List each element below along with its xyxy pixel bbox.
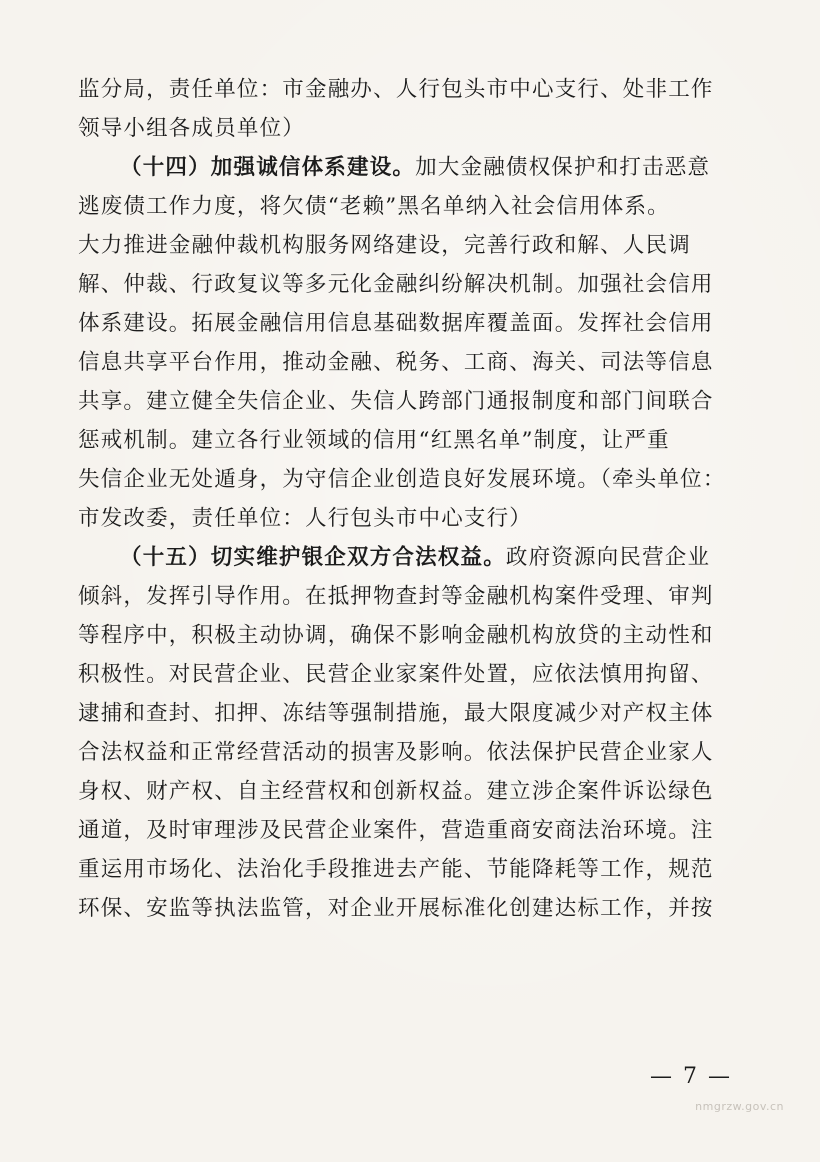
- text-line: 积极性。对民营企业、民营企业家案件处置，应依法慎用拘留、: [78, 662, 714, 687]
- text-line: 倾斜，发挥引导作用。在抵押物查封等金融机构案件受理、审判: [78, 584, 714, 609]
- watermark: nmgrzw.gov.cn: [695, 1100, 784, 1113]
- text-line: 通道，及时审理涉及民营企业案件，营造重商安商法治环境。注: [78, 818, 714, 843]
- text-line: 解、仲裁、行政复议等多元化金融纠纷解决机制。加强社会信用: [78, 272, 714, 297]
- page-number: — 7 —: [650, 1064, 732, 1089]
- text-line: 共享。建立健全失信企业、失信人跨部门通报制度和部门间联合: [78, 389, 714, 414]
- document-body: [78, 70, 750, 928]
- text-line: 逃废债工作力度，将欠债“老赖”黑名单纳入社会信用体系。: [78, 194, 670, 219]
- text-line: 合法权益和正常经营活动的损害及影响。依法保护民营企业家人: [78, 740, 714, 765]
- text-line: 市发改委，责任单位：人行包头市中心支行）: [78, 506, 533, 531]
- section-14-heading: （十四）加强诚信体系建设。: [120, 155, 416, 180]
- text-line: 大力推进金融仲裁机构服务网络建设，完善行政和解、人民调: [78, 233, 691, 258]
- section-15-text: 政府资源向民营企业: [505, 545, 711, 570]
- text-line: 惩戒机制。建立各行业领域的信用“红黑名单”制度，让严重: [78, 428, 670, 453]
- text-line: 失信企业无处遁身，为守信企业创造良好发展环境。（牵头单位：: [78, 467, 726, 492]
- section-14-text: 加大金融债权保护和打击恶意: [415, 155, 711, 180]
- text-line: 环保、安监等执法监管，对企业开展标准化创建达标工作，并按: [78, 896, 714, 921]
- section-15-first-line: [78, 538, 750, 577]
- text-line: 等程序中，积极主动协调，确保不影响金融机构放贷的主动性和: [78, 623, 714, 648]
- section-15-heading: （十五）切实维护银企双方合法权益。: [120, 545, 506, 570]
- text-line: 领导小组各成员单位）: [78, 116, 306, 141]
- text-line: 信息共享平台作用，推动金融、税务、工商、海关、司法等信息: [78, 350, 714, 375]
- text-line: 体系建设。拓展金融信用信息基础数据库覆盖面。发挥社会信用: [78, 311, 714, 336]
- section-14-first-line: [78, 148, 750, 187]
- text-line: 身权、财产权、自主经营权和创新权益。建立涉企案件诉讼绿色: [78, 779, 714, 804]
- text-line: 逮捕和查封、扣押、冻结等强制措施，最大限度减少对产权主体: [78, 701, 714, 726]
- text-line: 重运用市场化、法治化手段推进去产能、节能降耗等工作，规范: [78, 857, 714, 882]
- text-line: 监分局，责任单位：市金融办、人行包头市中心支行、处非工作: [78, 77, 714, 102]
